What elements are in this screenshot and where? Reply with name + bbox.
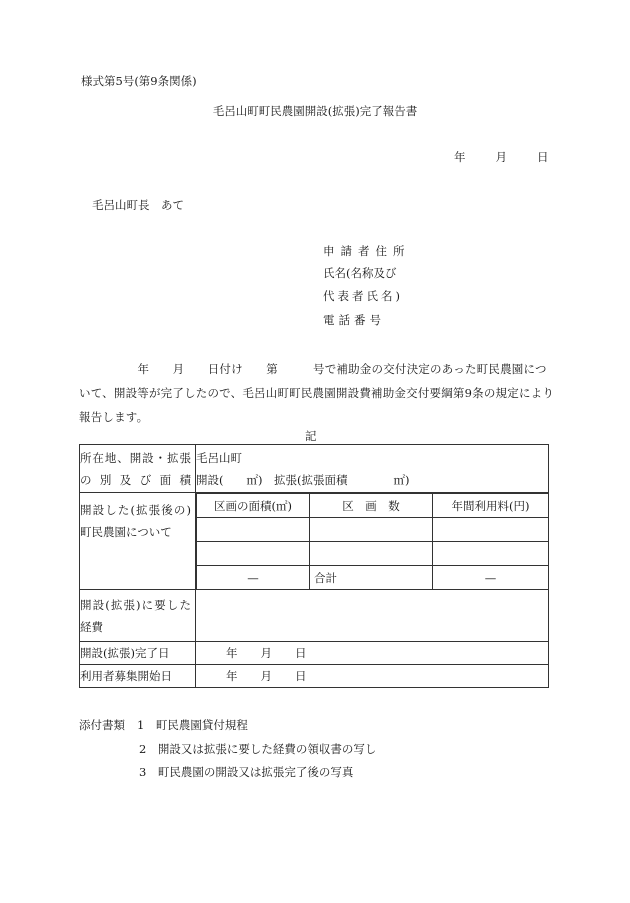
cost-value — [196, 590, 549, 642]
empty-cell — [310, 542, 433, 566]
header-plot-area: 区画の面積(㎡) — [197, 494, 310, 518]
recruitment-date-value: 年 月 日 — [196, 665, 549, 688]
attachment-item: 1 町民農園貸付規程 — [137, 718, 248, 732]
cost-label: 開設(拡張)に要した経費 — [80, 590, 196, 642]
ki-heading: 記 — [305, 429, 317, 443]
empty-cell — [433, 518, 549, 542]
location-value — [196, 445, 549, 493]
attachments-label: 添付書類 — [79, 718, 125, 732]
garden-detail-cell — [196, 493, 549, 590]
report-table — [79, 444, 549, 688]
empty-cell — [197, 542, 310, 566]
applicant-address-label: 申請者住所 — [323, 244, 411, 258]
footer-dash: — — [433, 566, 549, 590]
footer-dash: — — [197, 566, 310, 590]
location-town: 毛呂山町 — [196, 450, 242, 465]
header-annual-fee: 年間利用料(円) — [433, 494, 549, 518]
applicant-name-label: 氏名(名称及び — [323, 266, 397, 280]
completion-date-value: 年 月 日 — [196, 642, 549, 665]
applicant-representative-label: 代表者氏名) — [323, 289, 403, 303]
empty-cell — [310, 518, 433, 542]
document-title: 毛呂山町町民農園開設(拡張)完了報告書 — [212, 104, 418, 118]
empty-cell — [433, 542, 549, 566]
header-plot-count: 区 画 数 — [310, 494, 433, 518]
completion-date-label: 開設(拡張)完了日 — [80, 642, 196, 665]
date-line — [454, 152, 549, 164]
form-number: 様式第5号(第9条関係) — [81, 74, 197, 88]
empty-cell — [197, 518, 310, 542]
location-detail: 開設( ㎡) 拡張(拡張面積 ㎡) — [196, 472, 410, 487]
addressee: 毛呂山町長 あて — [92, 198, 184, 212]
garden-detail-table — [196, 493, 548, 589]
attachments-line-1 — [79, 720, 248, 732]
attachment-item: 3 町民農園の開設又は拡張完了後の写真 — [139, 765, 354, 779]
date-month: 月 — [495, 150, 507, 164]
date-year: 年 — [454, 150, 466, 164]
garden-label: 開設した(拡張後の)町民農園について — [80, 493, 196, 590]
footer-total: 合計 — [310, 566, 433, 590]
attachment-item: 2 開設又は拡張に要した経費の領収書の写し — [139, 742, 377, 756]
date-day: 日 — [537, 150, 549, 164]
location-label: 所在地、開設・拡張の別及び面積 — [80, 445, 196, 493]
applicant-phone-label: 電話番号 — [323, 313, 385, 327]
report-body: 年 月 日付け 第 号で補助金の交付決定のあった町民農園について、開設等が完了したので、毛呂山町町民農園開設費補助金交付要綱第9条の規定により報告します。 — [79, 362, 555, 424]
recruitment-date-label: 利用者募集開始日 — [80, 665, 196, 688]
